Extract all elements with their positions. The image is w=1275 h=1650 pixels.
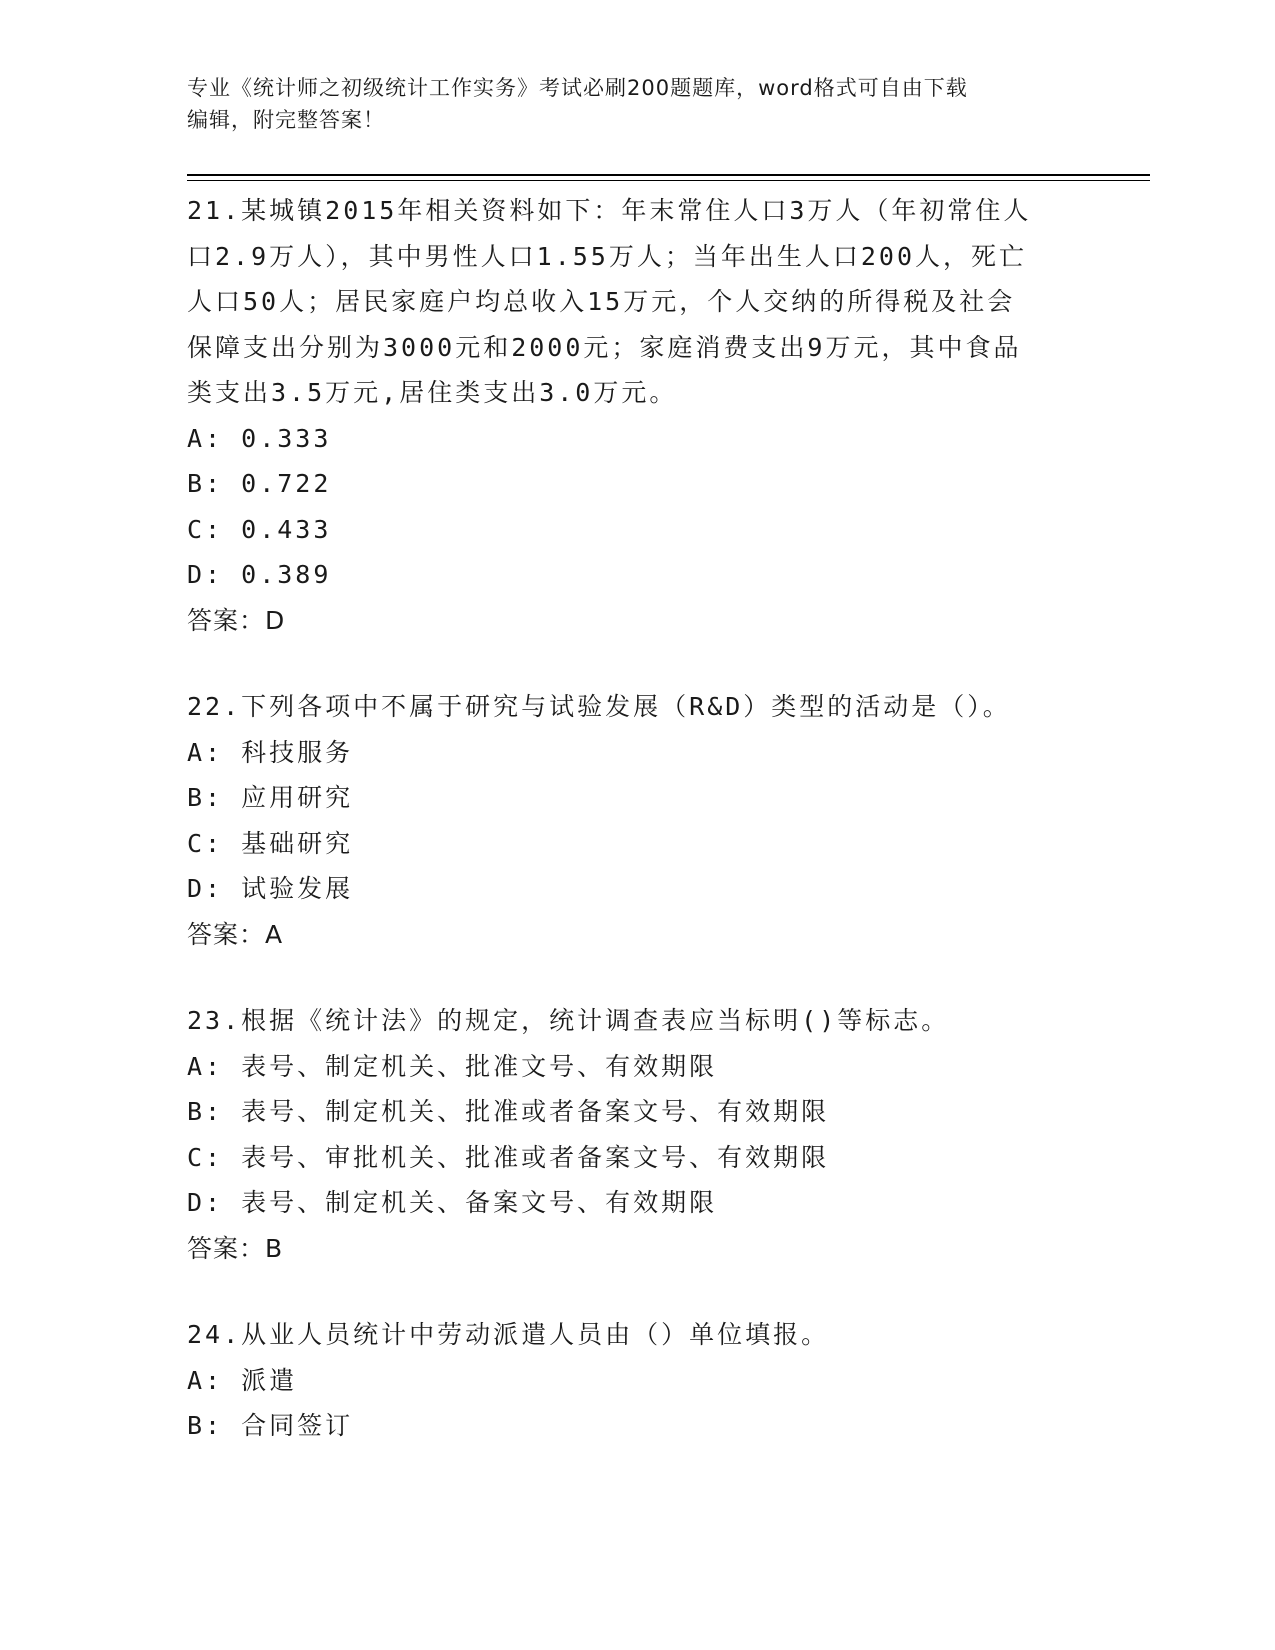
option-d: D: 表号、制定机关、备案文号、有效期限: [187, 1188, 718, 1217]
spacer: [187, 643, 1087, 684]
header-line-2: 编辑，附完整答案！: [187, 108, 385, 132]
option-b: B: 表号、制定机关、批准或者备案文号、有效期限: [187, 1097, 830, 1126]
option-c: C: 0.433: [187, 514, 332, 544]
option-a: A: 0.333: [187, 423, 332, 453]
spacer: [187, 1271, 1087, 1312]
question-line: 23.根据《统计法》的规定，统计调查表应当标明()等标志。: [187, 1006, 950, 1035]
question-21: [187, 188, 1087, 643]
header-divider-thick: [187, 174, 1150, 176]
option-b: B: 应用研究: [187, 783, 354, 812]
question-23: [187, 998, 1087, 1271]
option-c: C: 表号、审批机关、批准或者备案文号、有效期限: [187, 1142, 830, 1172]
document-header: [187, 72, 1087, 136]
question-line: 保障支出分别为3000元和2000元；家庭消费支出9万元，其中食品: [187, 332, 1022, 362]
header-divider-thin: [187, 180, 1150, 181]
option-c: C: 基础研究: [187, 828, 354, 858]
answer-line: 答案：B: [187, 1233, 284, 1263]
spacer: [187, 957, 1087, 998]
question-line: 24.从业人员统计中劳动派遣人员由（）单位填报。: [187, 1320, 830, 1349]
option-d: D: 0.389: [187, 560, 332, 589]
answer-line: 答案：D: [187, 605, 286, 635]
question-line: 类支出3.5万元,居住类支出3.0万元。: [187, 378, 678, 407]
question-24: [187, 1312, 1087, 1449]
option-b: B: 合同签订: [187, 1411, 354, 1440]
question-22: [187, 684, 1087, 957]
answer-line: 答案：A: [187, 919, 284, 949]
question-line: 21.某城镇2015年相关资料如下：年末常住人口3万人（年初常住人: [187, 196, 1032, 225]
question-line: 22.下列各项中不属于研究与试验发展（R&D）类型的活动是（）。: [187, 692, 1011, 721]
option-d: D: 试验发展: [187, 874, 354, 903]
question-line: 人口50人；居民家庭户均总收入15万元，个人交纳的所得税及社会: [187, 287, 1016, 316]
option-a: A: 表号、制定机关、批准文号、有效期限: [187, 1051, 718, 1081]
question-line: 口2.9万人），其中男性人口1.55万人；当年出生人口200人，死亡: [187, 241, 1028, 271]
option-b: B: 0.722: [187, 469, 332, 498]
option-a: A: 科技服务: [187, 737, 354, 767]
question-list: [187, 188, 1087, 1449]
option-a: A: 派遣: [187, 1365, 298, 1395]
header-line-1: 专业《统计师之初级统计工作实务》考试必刷200题题库，word格式可自由下载: [187, 76, 968, 100]
